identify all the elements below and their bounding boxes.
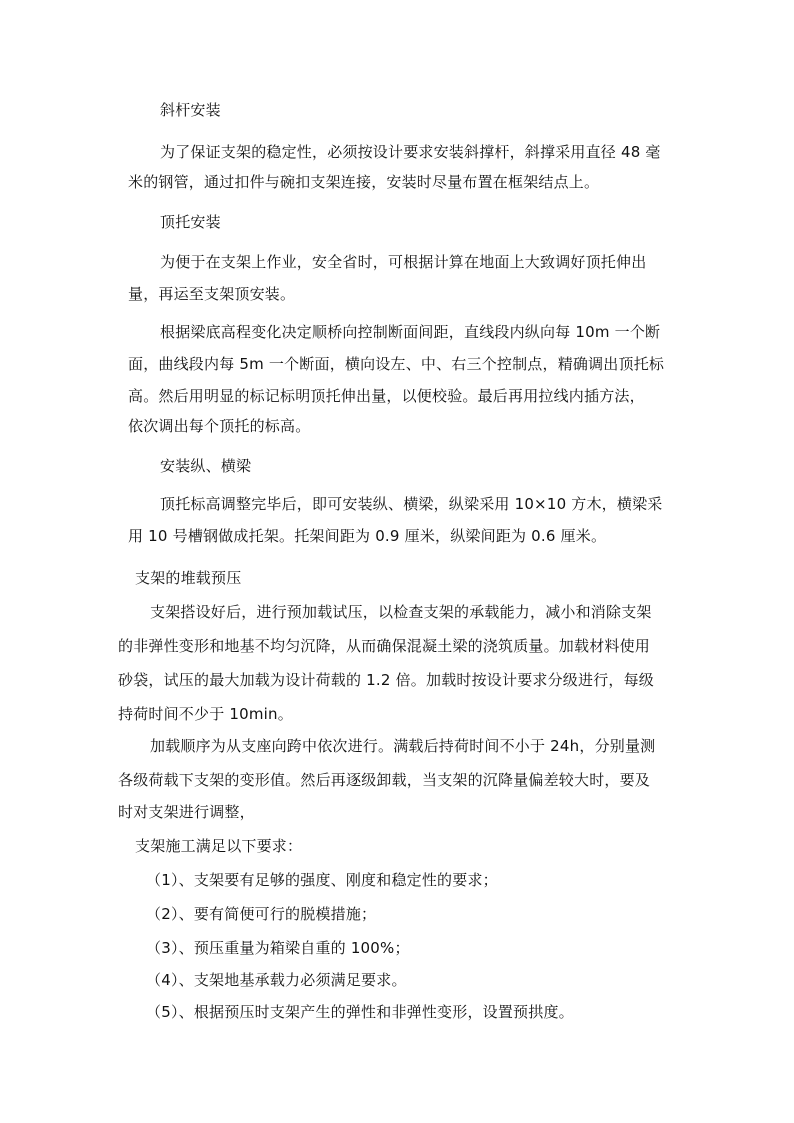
requirement-item: （5）、根据预压时支架产生的弹性和非弹性变形，设置预拱度。 (146, 1003, 574, 1021)
paragraph-line: 为便于在支架上作业，安全省时，可根据计算在地面上大致调好顶托伸出 (160, 253, 647, 271)
paragraph-line: 依次调出每个顶托的标高。 (128, 417, 311, 435)
paragraph-line: 高。然后用明显的标记标明顶托伸出量，以便校验。最后再用拉线内插方法， (128, 387, 645, 405)
paragraph-line: 加载顺序为从支座向跨中依次进行。满载后持荷时间不小于 24h，分别量测 (150, 737, 656, 755)
paragraph-line: 持荷时间不少于 10min。 (118, 705, 293, 723)
requirement-item: （2）、要有简便可行的脱模措施； (146, 905, 377, 923)
requirement-item: （3）、预压重量为箱梁自重的 100%； (146, 939, 410, 957)
paragraph-line: 顶托标高调整完毕后，即可安装纵、横梁，纵梁采用 10×10 方木，横梁采 (160, 495, 663, 513)
heading-requirements: 支架施工满足以下要求： (135, 837, 303, 855)
paragraph-line: 各级荷载下支架的变形值。然后再逐级卸载，当支架的沉降量偏差较大时，要及 (118, 771, 651, 789)
heading-top-support-installation: 顶托安装 (160, 213, 221, 231)
paragraph-line: 支架搭设好后，进行预加载试压，以检查支架的承载能力，减小和消除支架 (150, 603, 652, 621)
paragraph-line: 的非弹性变形和地基不均匀沉降，从而确保混凝土梁的浇筑质量。加载材料使用 (118, 637, 651, 655)
requirement-item: （1）、支架要有足够的强度、刚度和稳定性的要求； (146, 871, 498, 889)
paragraph-line: 用 10 号槽钢做成托架。托架间距为 0.9 厘米，纵梁间距为 0.6 厘米。 (128, 527, 607, 545)
paragraph-line: 时对支架进行调整， (118, 803, 255, 821)
heading-beam-installation: 安装纵、横梁 (160, 457, 252, 475)
paragraph-line: 为了保证支架的稳定性，必须按设计要求安装斜撑杆，斜撑采用直径 48 毫 (160, 143, 661, 161)
paragraph-line: 面，曲线段内每 5m 一个断面，横向设左、中、右三个控制点，精确调出顶托标 (128, 355, 665, 373)
heading-preloading: 支架的堆载预压 (135, 569, 242, 587)
requirement-item: （4）、支架地基承载力必须满足要求。 (146, 971, 407, 989)
heading-diagonal-bar-installation: 斜杆安装 (160, 101, 221, 119)
paragraph-line: 根据梁底高程变化决定顺桥向控制断面间距，直线段内纵向每 10m 一个断 (160, 323, 661, 341)
paragraph-line: 砂袋，试压的最大加载为设计荷载的 1.2 倍。加载时按设计要求分级进行，每级 (118, 671, 654, 689)
paragraph-line: 量，再运至支架顶安装。 (128, 285, 296, 303)
paragraph-line: 米的钢管，通过扣件与碗扣支架连接，安装时尽量布置在框架结点上。 (128, 173, 600, 191)
